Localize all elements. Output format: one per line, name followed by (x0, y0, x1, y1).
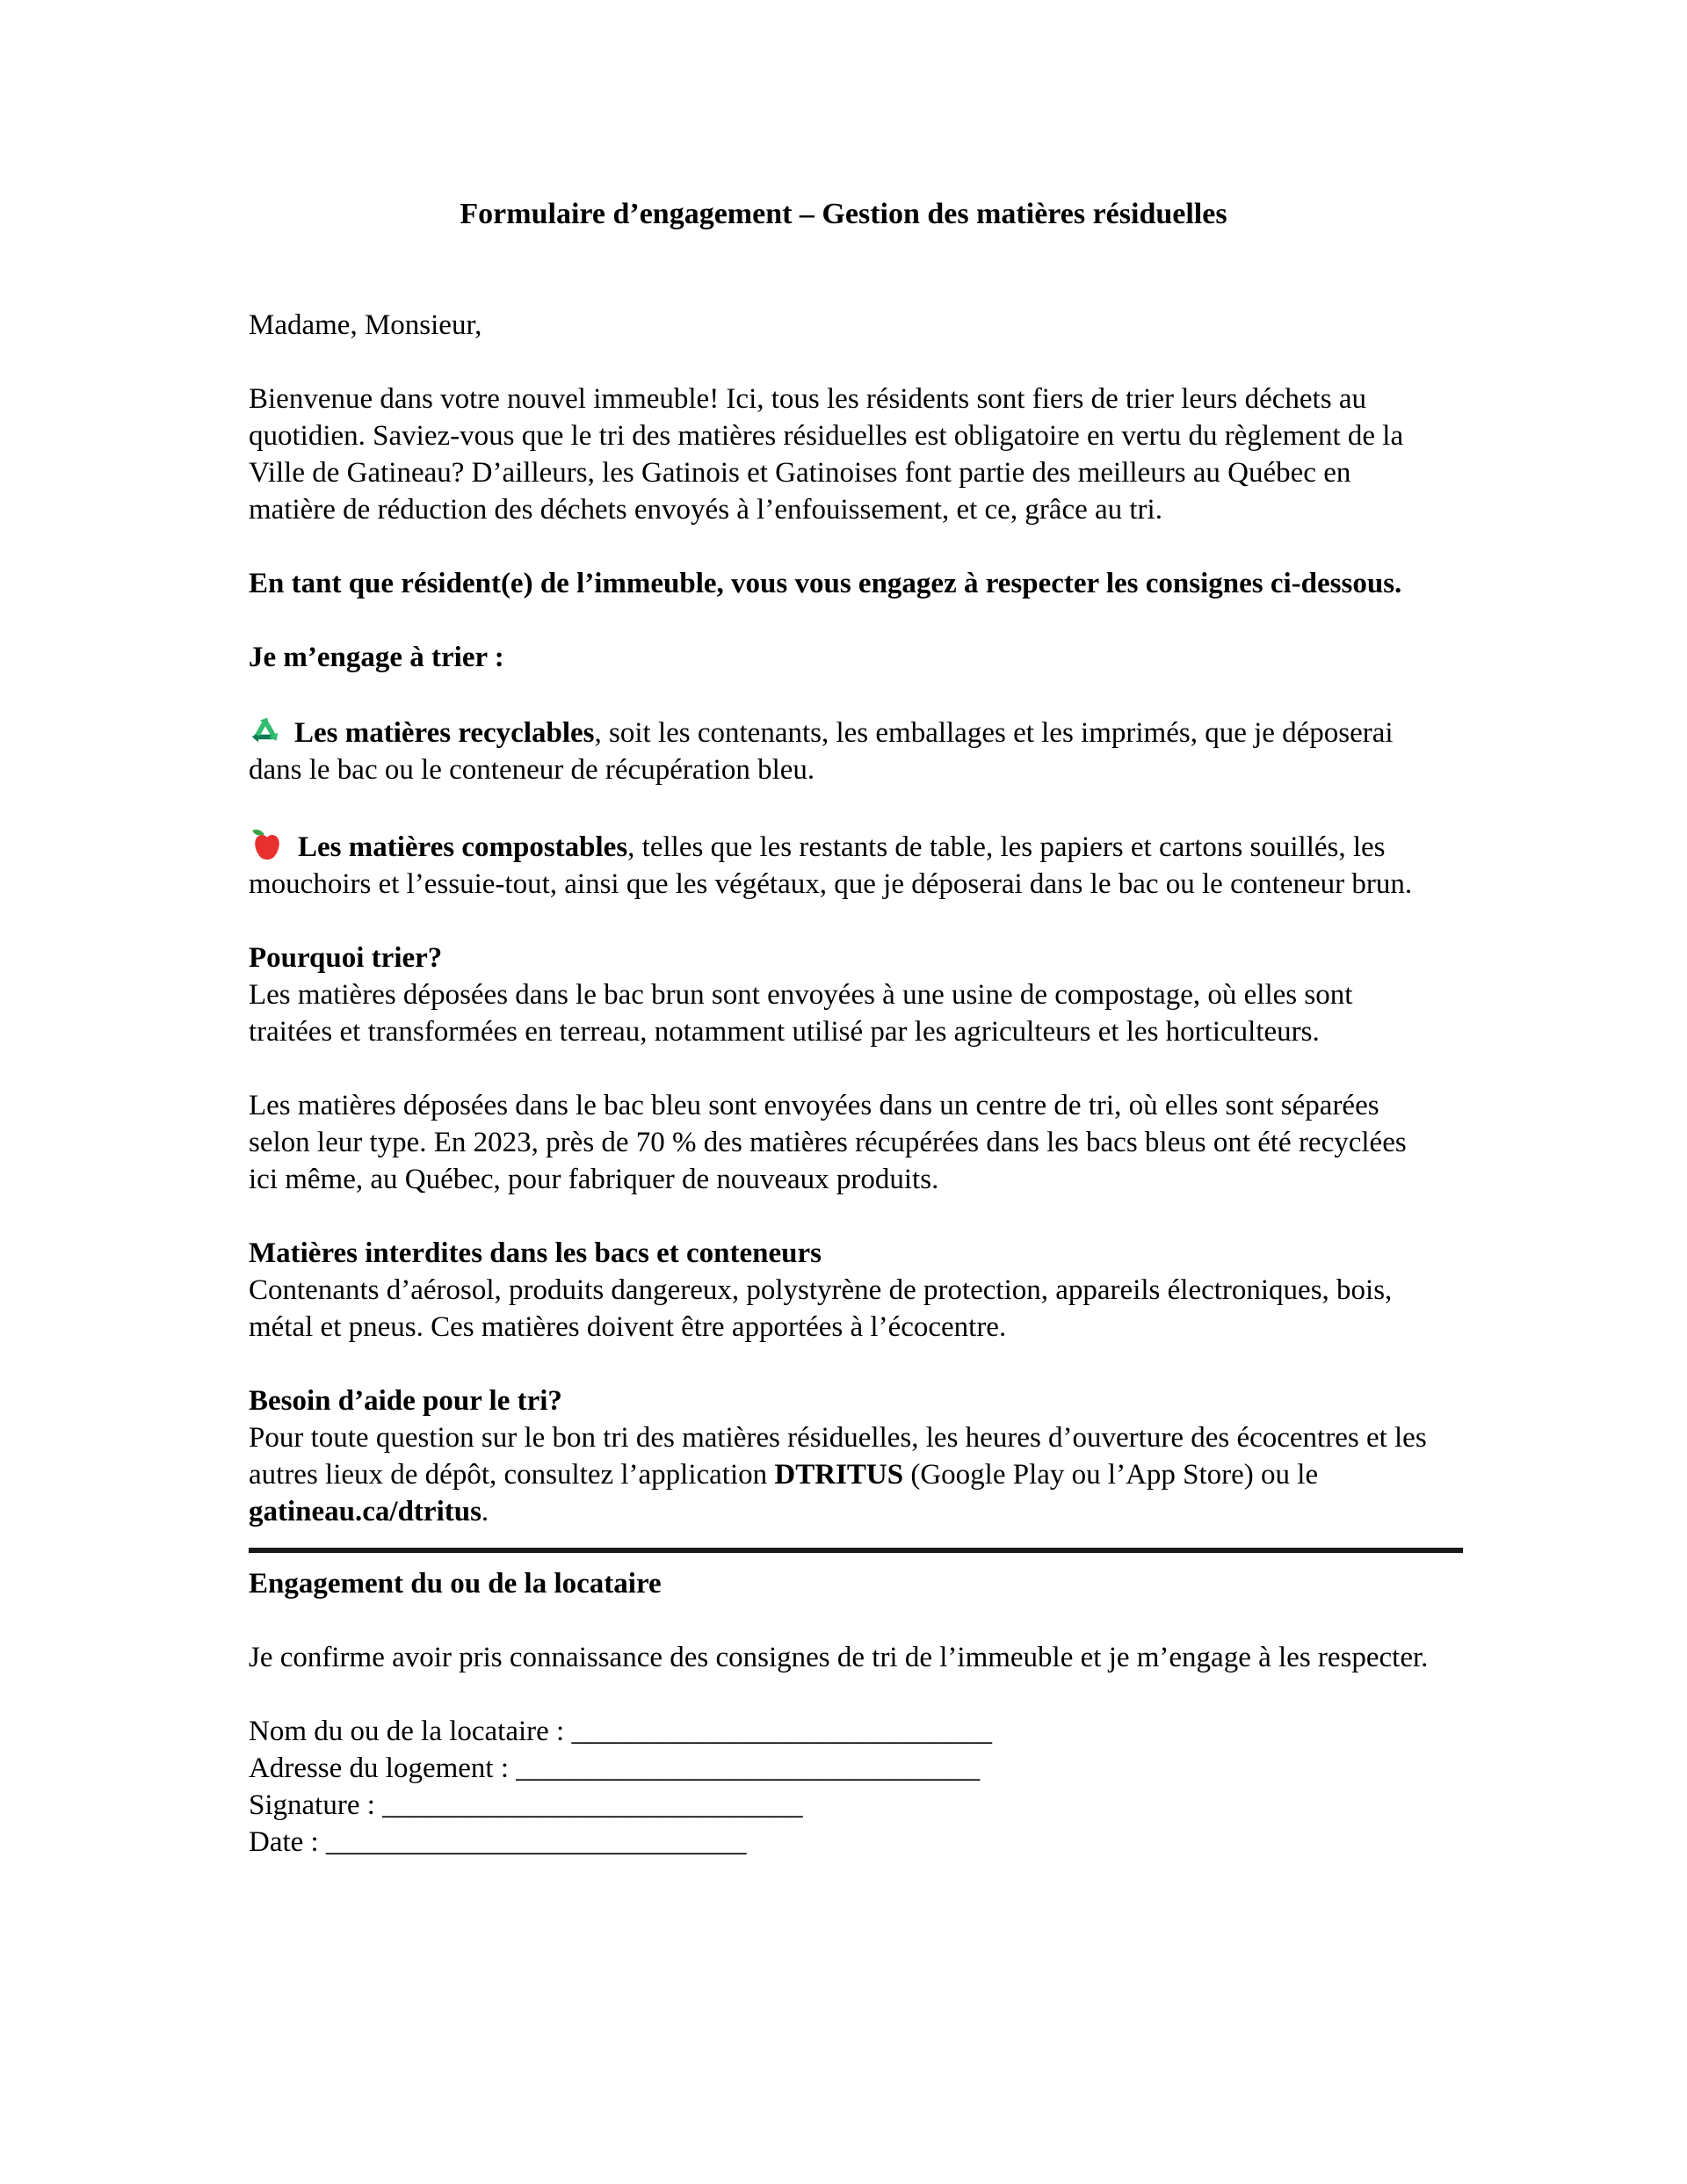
apple-icon (249, 825, 286, 862)
commitment-statement: En tant que résident(e) de l’immeuble, vous vous engagez à respecter les consignes ci-dessous. (249, 568, 1402, 599)
form-field-address (249, 1750, 1438, 1787)
help-text: (Google Play ou l’App Store) ou le (903, 1459, 1319, 1491)
bullet-text: , soit les contenants, les emballages et les imprimés, que je déposerai dans le bac ou le conteneur de récupération bleu. (249, 717, 1394, 786)
bullet-text: , telles que les restants de table, les papiers et cartons souillés, les mouchoirs et l’essuie-tout, ainsi que les végétaux, que je déposerai dans le bac ou le conteneur brun. (249, 831, 1413, 900)
section-forbidden-heading: Matières interdites dans les bacs et conteneurs (249, 1237, 822, 1269)
field-label: Date : (249, 1826, 319, 1858)
app-name: DTRITUS (774, 1459, 904, 1491)
field-blank-line[interactable]: _____________________________ (571, 1716, 992, 1747)
form-field-name (249, 1713, 1438, 1750)
form-field-date (249, 1824, 1438, 1861)
bullet-compostables (249, 825, 1438, 903)
form-field-signature (249, 1787, 1438, 1824)
bullet-lead: Les matières compostables (298, 831, 628, 863)
sort-heading: Je m’engage à trier : (249, 642, 504, 673)
field-label: Signature : (249, 1789, 375, 1821)
website-link-text: gatineau.ca/dtritus (249, 1496, 481, 1527)
help-text: Pour toute question sur le bon tri des matières résiduelles, les heures d’ouverture des écocentres et les autres lieux de dépôt, consultez l’application (249, 1422, 1427, 1491)
section-why-paragraph-1: Les matières déposées dans le bac brun sont envoyées à une usine de compostage, où elles sont traitées et transformées en terreau, notamment utilisé par les agriculteurs et les horticulteurs. (249, 979, 1353, 1048)
bullet-recyclables (249, 713, 1438, 788)
section-why-heading: Pourquoi trier? (249, 942, 443, 974)
field-blank-line[interactable]: _____________________________ (325, 1826, 747, 1858)
field-blank-line[interactable]: ________________________________ (516, 1752, 981, 1784)
recycling-icon (249, 713, 282, 748)
section-forbidden-paragraph: Contenants d’aérosol, produits dangereux, polystyrène de protection, appareils électroniques, bois, métal et pneus. Ces matières doivent être apportées à l’écocentre. (249, 1274, 1393, 1343)
field-label: Nom du ou de la locataire : (249, 1716, 565, 1747)
section-divider (249, 1548, 1463, 1553)
salutation: Madame, Monsieur, (249, 309, 482, 341)
bullet-lead: Les matières recyclables (294, 717, 595, 749)
field-label: Adresse du logement : (249, 1752, 510, 1784)
section-why-paragraph-2: Les matières déposées dans le bac bleu sont envoyées dans un centre de tri, où elles sont séparées selon leur type. En 2023, près de 70 % des matières récupérées dans les bacs bleus ont été recyclées ici même, au Québec, pour fabriquer de nouveaux produits. (249, 1090, 1407, 1195)
intro-paragraph: Bienvenue dans votre nouvel immeuble! Ici, tous les résidents sont fiers de trier leurs déchets au quotidien. Saviez-vous que le tri des matières résiduelles est obligatoire en vertu du règlement de la Ville de Gatineau? D’ailleurs, les Gatinois et Gatinoises font partie des meilleurs au Québec en matière de réduction des déchets envoyés à l’enfouissement, et ce, grâce au tri. (249, 383, 1404, 526)
document-title: Formulaire d’engagement – Gestion des matières résiduelles (460, 198, 1227, 230)
field-blank-line[interactable]: _____________________________ (382, 1789, 803, 1821)
help-text: . (481, 1496, 489, 1527)
confirmation-paragraph: Je confirme avoir pris connaissance des consignes de tri de l’immeuble et je m’engage à les respecter. (249, 1642, 1429, 1673)
section-help-heading: Besoin d’aide pour le tri? (249, 1385, 562, 1417)
section-help-paragraph (249, 1419, 1438, 1530)
tenant-section-heading: Engagement du ou de la locataire (249, 1568, 662, 1600)
